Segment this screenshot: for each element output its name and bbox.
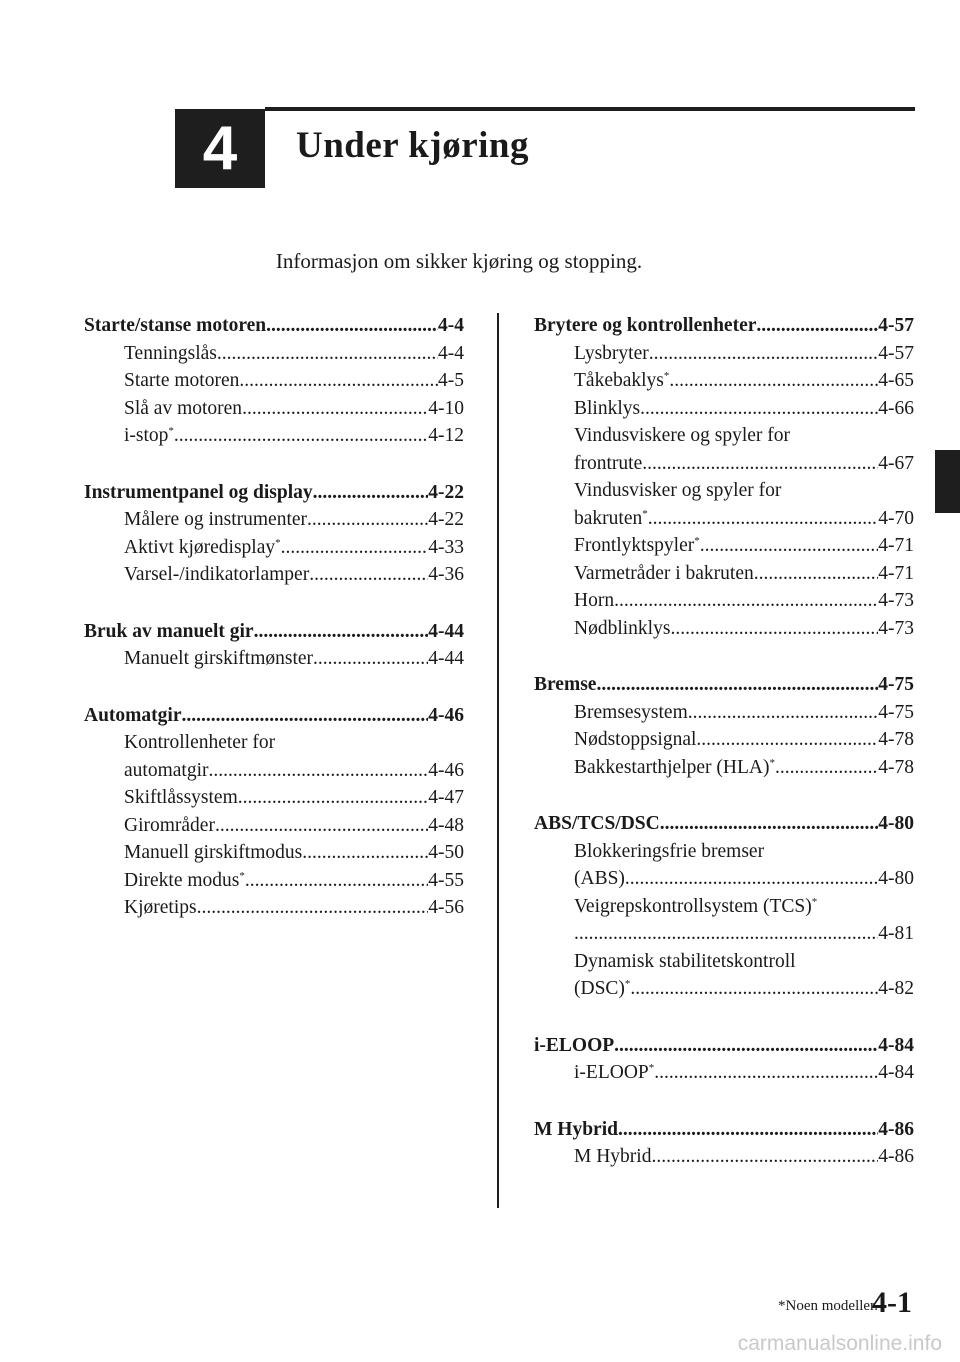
toc-section-heading-page: 4-22 bbox=[428, 481, 464, 503]
toc-entry-text bbox=[574, 587, 614, 615]
dot-leader bbox=[313, 645, 428, 673]
toc-section-heading-page: 4-84 bbox=[878, 1034, 914, 1056]
footer-note: *Noen modeller. bbox=[778, 1298, 878, 1314]
toc-entry-label: Tenningslås bbox=[124, 342, 217, 364]
toc-entry-cont-page: 4-80 bbox=[878, 868, 914, 889]
toc-entry[interactable] bbox=[84, 894, 464, 922]
toc-entry-cont-label: automatgir bbox=[124, 759, 209, 781]
toc-entry-cont-label: (DSC) bbox=[574, 978, 625, 999]
dot-leader bbox=[618, 1116, 878, 1144]
toc-entry[interactable] bbox=[534, 587, 914, 615]
toc-section-heading-label: Instrumentpanel og display bbox=[84, 481, 313, 503]
toc-section-heading-label: Automatgir bbox=[84, 704, 182, 726]
toc-entry-text bbox=[574, 754, 775, 782]
toc-section-heading-page: 4-44 bbox=[428, 620, 464, 642]
dot-leader bbox=[238, 784, 428, 812]
toc-section bbox=[84, 618, 464, 673]
dot-leader bbox=[700, 532, 879, 560]
toc-section bbox=[84, 702, 464, 922]
toc-section-heading-text bbox=[534, 312, 756, 340]
toc-entry-page: 4-71 bbox=[878, 535, 914, 556]
toc-entry-page: 4-47 bbox=[428, 787, 464, 808]
toc-entry-label: Slå av motoren bbox=[124, 397, 243, 419]
toc-entry-label: Manuelt girskiftmønster bbox=[124, 648, 314, 669]
toc-section-heading-page: 4-80 bbox=[878, 813, 914, 834]
toc-entry-label: Tåkebaklys bbox=[574, 370, 664, 391]
toc-entry-cont-label: frontrute bbox=[574, 452, 643, 474]
toc-entry-label: Vindusvisker og spyler for bbox=[574, 480, 782, 501]
dot-leader bbox=[648, 505, 879, 533]
toc-entry-cont-text bbox=[124, 757, 208, 785]
toc-entry[interactable] bbox=[84, 839, 464, 867]
toc-entry-label: Skiftlåssystem bbox=[124, 787, 238, 808]
footnote-mark: * bbox=[811, 895, 818, 908]
toc-section-heading-text bbox=[84, 618, 254, 646]
dot-leader bbox=[660, 810, 879, 838]
toc-entry-label: Aktivt kjøredisplay bbox=[124, 536, 276, 558]
toc-entry-label: Bremsesystem bbox=[574, 701, 688, 723]
toc-entry[interactable] bbox=[534, 340, 914, 368]
toc-entry[interactable] bbox=[534, 754, 914, 782]
dot-leader bbox=[254, 618, 429, 646]
toc-entry-text bbox=[124, 561, 309, 589]
toc-section bbox=[534, 810, 914, 1003]
toc-entry-cont[interactable] bbox=[84, 757, 464, 785]
toc-section-heading-text bbox=[534, 671, 596, 699]
toc-section bbox=[84, 479, 464, 589]
dot-leader bbox=[651, 1143, 878, 1171]
toc-entry-label: i-stop bbox=[124, 425, 169, 446]
toc-section-heading[interactable] bbox=[534, 1032, 914, 1060]
toc-entry-text bbox=[574, 395, 640, 423]
page-number: 4-1 bbox=[872, 1286, 912, 1319]
toc-section-heading-page: 4-57 bbox=[878, 315, 914, 336]
toc-entry[interactable] bbox=[534, 948, 914, 976]
toc-section-heading[interactable] bbox=[534, 312, 914, 340]
toc-entry-text bbox=[124, 422, 174, 450]
toc-entry[interactable] bbox=[84, 534, 464, 562]
toc-section bbox=[534, 312, 914, 642]
toc-section-heading[interactable] bbox=[534, 810, 914, 838]
toc-entry-text bbox=[574, 532, 700, 560]
toc-entry-cont-label: (ABS) bbox=[574, 868, 625, 889]
toc-entry-cont-page: 4-46 bbox=[428, 759, 464, 781]
toc-entry-label: Veigrepskontrollsystem (TCS) bbox=[574, 895, 812, 917]
dot-leader bbox=[756, 312, 878, 340]
toc-left-column bbox=[84, 312, 464, 951]
toc-entry-label: Varmetråder i bakruten bbox=[574, 562, 754, 584]
toc-entry-page: 4-73 bbox=[878, 590, 914, 611]
toc-entry-page: 4-22 bbox=[428, 509, 464, 530]
dot-leader bbox=[775, 754, 878, 782]
toc-section-heading-page: 4-4 bbox=[438, 315, 464, 336]
dot-leader bbox=[302, 839, 428, 867]
footnote-mark: * bbox=[694, 535, 700, 547]
toc-entry-text bbox=[574, 367, 669, 395]
toc-entry-label: Lysbryter bbox=[574, 342, 649, 364]
toc-right-column bbox=[534, 312, 914, 1200]
toc-entry-text bbox=[124, 340, 217, 368]
toc-entry-text bbox=[574, 422, 790, 450]
toc-section-heading-label: i-ELOOP bbox=[534, 1034, 615, 1056]
toc-section-heading-label: Bruk av manuelt gir bbox=[84, 620, 254, 642]
toc-section-heading-text bbox=[84, 312, 266, 340]
dot-leader bbox=[654, 1059, 878, 1087]
toc-entry-label: M Hybrid bbox=[574, 1146, 652, 1167]
chapter-intro: Informasjon om sikker kjøring og stopping. bbox=[275, 249, 643, 273]
dot-leader bbox=[242, 395, 428, 423]
toc-entry-cont-page: 4-70 bbox=[878, 507, 914, 529]
chapter-number-box bbox=[175, 109, 265, 188]
dot-leader bbox=[670, 615, 878, 643]
toc-entry[interactable] bbox=[84, 645, 464, 673]
toc-entry-page: 4-86 bbox=[878, 1146, 914, 1167]
dot-leader bbox=[640, 395, 878, 423]
toc-section-heading-label: Brytere og kontrollenheter bbox=[534, 315, 757, 336]
toc-entry-label: Frontlyktspyler bbox=[574, 535, 695, 556]
toc-entry-page: 4-12 bbox=[428, 425, 464, 446]
toc-section-heading-text bbox=[534, 810, 660, 838]
toc-entry-label: Starte motoren bbox=[124, 370, 240, 391]
toc-entry-text bbox=[124, 839, 302, 867]
toc-section-heading-text bbox=[84, 702, 181, 730]
dot-leader bbox=[215, 812, 428, 840]
toc-entry-text bbox=[124, 395, 242, 423]
toc-entry[interactable] bbox=[534, 615, 914, 643]
toc-entry-text bbox=[574, 477, 781, 505]
toc-entry-cont-page: 4-82 bbox=[878, 978, 914, 999]
toc-entry[interactable] bbox=[84, 340, 464, 368]
toc-entry-text bbox=[574, 726, 696, 754]
watermark: carmanualsonline.info bbox=[737, 1332, 942, 1355]
toc-entry-cont-page: 4-67 bbox=[878, 452, 914, 474]
toc-entry-page: 4-78 bbox=[878, 729, 914, 750]
toc-entry-page: 4-78 bbox=[878, 756, 914, 778]
toc-entry[interactable] bbox=[534, 699, 914, 727]
toc-section-heading-text bbox=[534, 1032, 614, 1060]
chapter-side-tab bbox=[935, 450, 960, 513]
toc-entry[interactable] bbox=[84, 729, 464, 757]
toc-entry-page: 4-5 bbox=[438, 370, 464, 391]
dot-leader bbox=[281, 534, 429, 562]
toc-entry-label: Direkte modus bbox=[124, 869, 240, 891]
toc-entry-cont[interactable] bbox=[534, 450, 914, 478]
toc-entry-label: Manuell girskiftmodus bbox=[124, 842, 303, 863]
toc-section bbox=[534, 671, 914, 781]
toc-entry-page: 4-48 bbox=[428, 814, 464, 836]
toc-entry-cont-text bbox=[574, 865, 625, 893]
toc-entry-label: Girområder bbox=[124, 814, 215, 836]
toc-entry-text bbox=[124, 367, 239, 395]
footnote-mark: * bbox=[168, 425, 174, 437]
dot-leader bbox=[197, 894, 429, 922]
column-divider bbox=[497, 313, 499, 1208]
toc-entry-label: Kjøretips bbox=[124, 897, 197, 918]
toc-entry-text bbox=[574, 560, 754, 588]
toc-section-heading[interactable] bbox=[534, 671, 914, 699]
dot-leader bbox=[309, 561, 428, 589]
toc-entry-page: 4-44 bbox=[428, 648, 464, 669]
dot-leader bbox=[625, 865, 878, 893]
toc-entry-text bbox=[124, 506, 307, 534]
toc-entry[interactable] bbox=[534, 726, 914, 754]
toc-section-heading-page: 4-75 bbox=[878, 674, 914, 695]
dot-leader bbox=[313, 479, 429, 507]
toc-entry-text bbox=[124, 812, 215, 840]
toc-entry[interactable] bbox=[534, 1143, 914, 1171]
toc-section-heading-text bbox=[84, 479, 313, 507]
toc-entry[interactable] bbox=[534, 560, 914, 588]
toc-entry-page: 4-57 bbox=[878, 342, 914, 364]
toc-entry-label: Målere og instrumenter bbox=[124, 509, 308, 530]
toc-entry-text bbox=[124, 645, 313, 673]
toc-entry-label: i-ELOOP bbox=[574, 1062, 649, 1083]
toc-entry-text bbox=[124, 534, 281, 562]
toc-entry-text bbox=[574, 340, 649, 368]
chapter-header-rule bbox=[265, 107, 915, 111]
toc-entry[interactable] bbox=[534, 422, 914, 450]
toc-section-heading-label: Starte/stanse motoren bbox=[84, 315, 267, 336]
toc-section-heading[interactable] bbox=[534, 1116, 914, 1144]
toc-entry[interactable] bbox=[84, 812, 464, 840]
toc-entry-cont-page: 4-81 bbox=[878, 923, 914, 944]
toc-entry[interactable] bbox=[84, 867, 464, 895]
dot-leader bbox=[174, 422, 428, 450]
toc-entry[interactable] bbox=[84, 395, 464, 423]
dot-leader bbox=[596, 671, 878, 699]
toc-section-heading-label: M Hybrid bbox=[534, 1118, 618, 1140]
dot-leader bbox=[642, 450, 878, 478]
toc-entry[interactable] bbox=[534, 838, 914, 866]
toc-entry[interactable] bbox=[534, 1059, 914, 1087]
dot-leader bbox=[630, 975, 878, 1003]
toc-entry-page: 4-56 bbox=[428, 897, 464, 918]
footnote-mark: * bbox=[275, 536, 281, 549]
dot-leader bbox=[266, 312, 438, 340]
toc-entry-text bbox=[574, 1143, 651, 1171]
chapter-number: 4 bbox=[202, 114, 238, 183]
footnote-mark: * bbox=[642, 507, 648, 520]
dot-leader bbox=[614, 587, 878, 615]
dot-leader bbox=[614, 1032, 878, 1060]
footnote-mark: * bbox=[648, 1062, 655, 1074]
toc-entry-text bbox=[124, 784, 238, 812]
dot-leader bbox=[649, 340, 879, 368]
toc-section bbox=[534, 1032, 914, 1087]
toc-entry-label: Vindusviskere og spyler for bbox=[574, 425, 790, 446]
toc-entry-text bbox=[574, 615, 670, 643]
toc-section-heading[interactable] bbox=[84, 618, 464, 646]
toc-entry[interactable] bbox=[534, 893, 914, 921]
dot-leader bbox=[574, 920, 878, 948]
toc-entry-cont[interactable] bbox=[534, 920, 914, 948]
toc-entry[interactable] bbox=[534, 532, 914, 560]
toc-entry-label: Blinklys bbox=[574, 397, 641, 419]
toc-section-heading[interactable] bbox=[84, 312, 464, 340]
dot-leader bbox=[181, 702, 428, 730]
toc-entry-text bbox=[124, 894, 197, 922]
footnote-mark: * bbox=[769, 756, 775, 769]
toc-entry-page: 4-71 bbox=[878, 562, 914, 584]
toc-entry-label: Blokkeringsfrie bremser bbox=[574, 840, 765, 862]
toc-entry-label: Nødstoppsignal bbox=[574, 729, 697, 750]
dot-leader bbox=[754, 560, 879, 588]
toc-entry-text bbox=[574, 838, 764, 866]
toc-entry-text bbox=[574, 948, 796, 976]
toc-section-heading-page: 4-86 bbox=[878, 1118, 914, 1140]
toc-entry[interactable] bbox=[534, 367, 914, 395]
toc-section-heading-label: Bremse bbox=[534, 674, 597, 695]
toc-entry-page: 4-50 bbox=[428, 842, 464, 863]
toc-entry-page: 4-55 bbox=[428, 869, 464, 891]
footnote-mark: * bbox=[239, 869, 245, 882]
chapter-title: Under kjøring bbox=[296, 125, 529, 166]
toc-section-heading-label: ABS/TCS/DSC bbox=[534, 813, 660, 834]
toc-entry-cont[interactable] bbox=[534, 505, 914, 533]
dot-leader bbox=[208, 757, 428, 785]
dot-leader bbox=[307, 506, 428, 534]
toc-entry-page: 4-75 bbox=[878, 701, 914, 723]
toc-entry[interactable] bbox=[534, 477, 914, 505]
toc-entry[interactable] bbox=[84, 367, 464, 395]
toc-entry-label: Bakkestarthjelper (HLA) bbox=[574, 756, 770, 778]
toc-entry-page: 4-10 bbox=[428, 397, 464, 419]
dot-leader bbox=[217, 340, 438, 368]
toc-entry-page: 4-65 bbox=[878, 370, 914, 391]
toc-entry-label: Kontrollenheter for bbox=[124, 732, 276, 753]
toc-entry-cont-label: bakruten bbox=[574, 507, 643, 529]
toc-entry-label: Horn bbox=[574, 590, 615, 611]
footnote-mark: * bbox=[624, 978, 631, 990]
toc-entry-label: Nødblinklys bbox=[574, 617, 671, 639]
toc-entry-text bbox=[574, 893, 817, 921]
toc-entry-text bbox=[124, 867, 245, 895]
toc-entry-label: Varsel-/indikatorlamper bbox=[124, 564, 310, 585]
toc-entry-page: 4-36 bbox=[428, 564, 464, 585]
toc-section-heading-text bbox=[534, 1116, 618, 1144]
toc-entry-text bbox=[574, 699, 688, 727]
toc-entry-page: 4-66 bbox=[878, 397, 914, 419]
dot-leader bbox=[669, 367, 878, 395]
footnote-mark: * bbox=[663, 370, 670, 382]
toc-entry-cont[interactable] bbox=[534, 975, 914, 1003]
toc-entry[interactable] bbox=[84, 506, 464, 534]
toc-entry-text bbox=[124, 729, 275, 757]
dot-leader bbox=[239, 367, 438, 395]
toc-entry-page: 4-84 bbox=[878, 1062, 914, 1083]
dot-leader bbox=[688, 699, 879, 727]
toc-entry[interactable] bbox=[534, 395, 914, 423]
toc-entry-cont-text bbox=[574, 975, 630, 1003]
toc-entry[interactable] bbox=[84, 784, 464, 812]
toc-section-heading[interactable] bbox=[84, 479, 464, 507]
toc-section bbox=[84, 312, 464, 450]
dot-leader bbox=[245, 867, 428, 895]
toc-section bbox=[534, 1116, 914, 1171]
toc-entry-cont-text bbox=[574, 450, 642, 478]
toc-entry-page: 4-4 bbox=[438, 342, 464, 364]
toc-section-heading-page: 4-46 bbox=[428, 704, 464, 726]
toc-entry-cont-text bbox=[574, 505, 648, 533]
toc-entry-page: 4-73 bbox=[878, 617, 914, 639]
dot-leader bbox=[696, 726, 878, 754]
toc-entry[interactable] bbox=[84, 422, 464, 450]
toc-entry-page: 4-33 bbox=[428, 536, 464, 558]
toc-entry-label: Dynamisk stabilitetskontroll bbox=[574, 950, 796, 972]
toc-section-heading[interactable] bbox=[84, 702, 464, 730]
toc-entry[interactable] bbox=[84, 561, 464, 589]
toc-entry-text bbox=[574, 1059, 654, 1087]
toc-entry-cont[interactable] bbox=[534, 865, 914, 893]
